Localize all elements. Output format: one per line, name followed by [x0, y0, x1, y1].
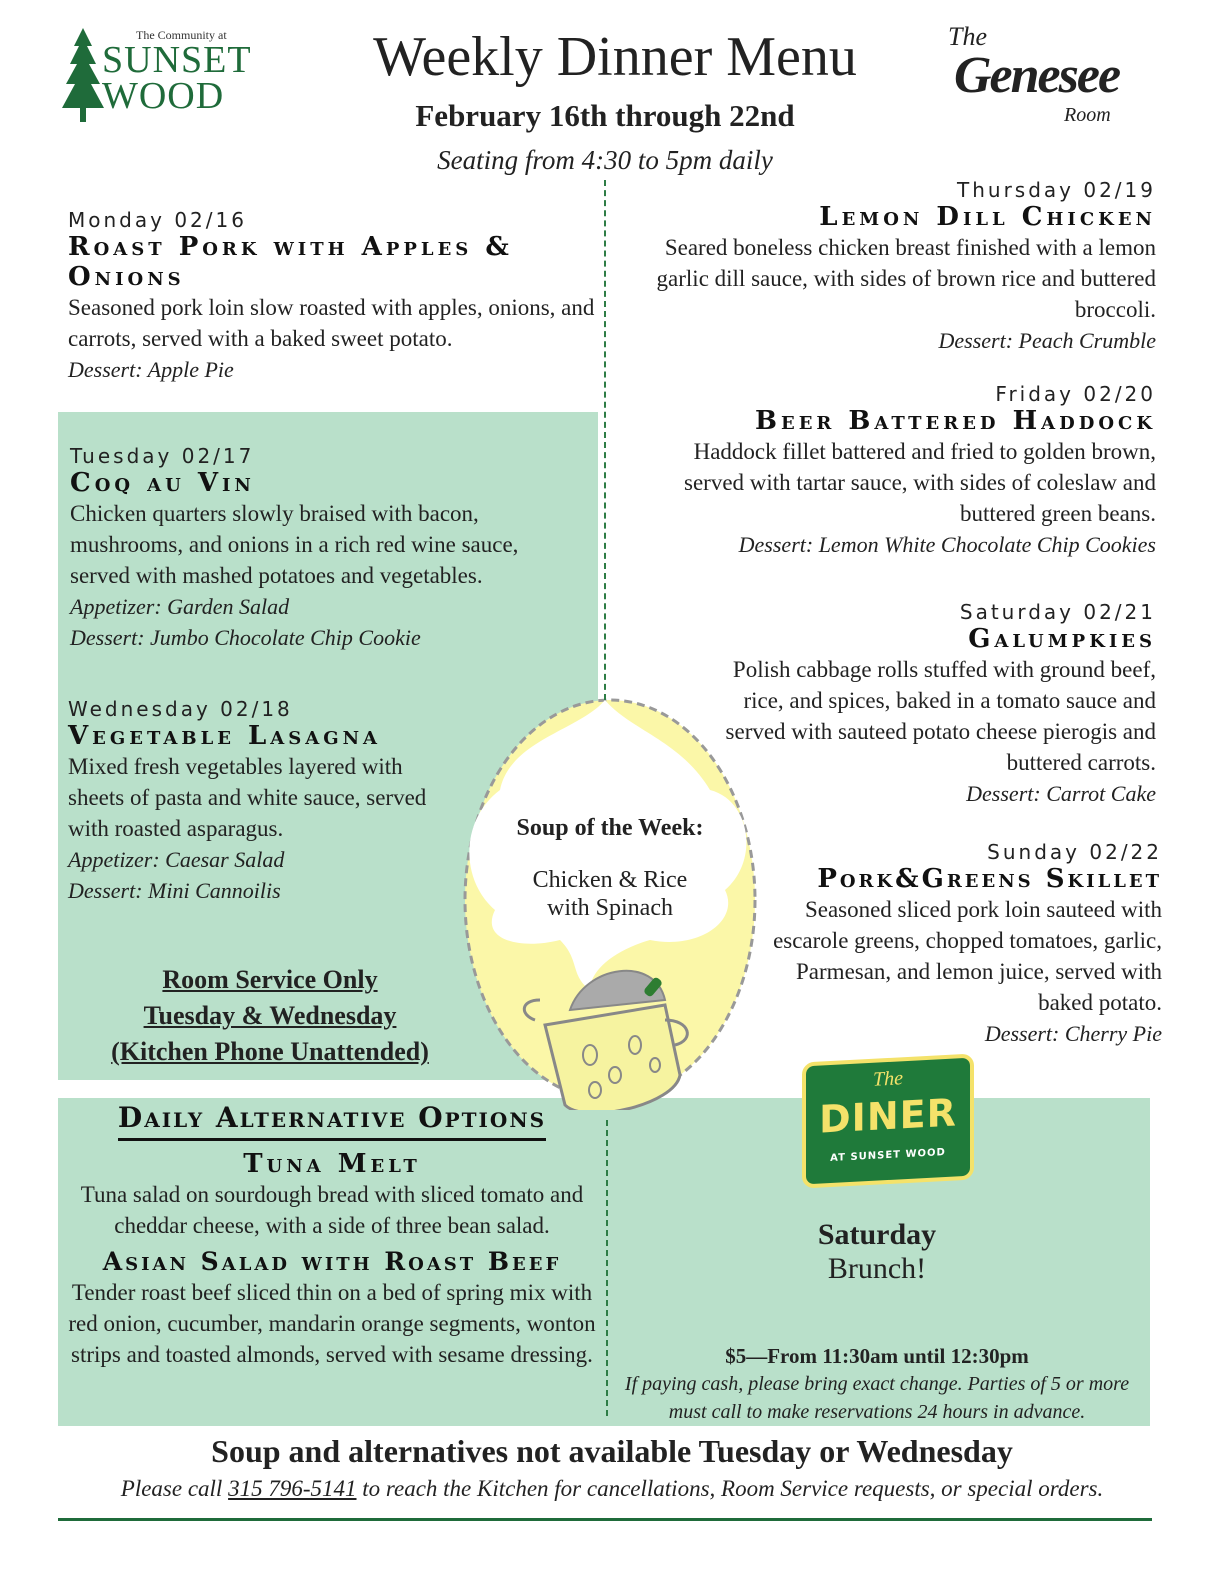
sunset-wood-logo [58, 26, 268, 126]
brunch-section [610, 1218, 1144, 1426]
dish-description: Seasoned sliced pork loin sauteed with escarole greens, chopped tomatoes, garlic, Parmesan, and lemon juice, served with baked potato. [773, 897, 1162, 1015]
brunch-event: Brunch! [827, 1252, 927, 1285]
dessert: Dessert: Lemon White Chocolate Chip Cookies [738, 532, 1156, 557]
dish-name: Coq au Vin [70, 468, 255, 498]
call-pre: Please call [120, 1476, 223, 1501]
footer-rule [58, 1518, 1152, 1521]
pine-tree-icon [60, 26, 106, 126]
alt-divider [606, 1120, 608, 1416]
brunch-note: If paying cash, please bring exact change. Parties of 5 or more must call to make reservations 24 hours in advance. [624, 1373, 1130, 1423]
dessert: Dessert: Mini Cannoilis [68, 878, 281, 903]
room-service-line1: Room Service Only [162, 965, 378, 994]
logo-wood: WOOD [102, 75, 225, 117]
footer-notice: Soup and alternatives not available Tuesday or Wednesday [211, 1433, 1013, 1469]
menu-wednesday [68, 697, 458, 906]
appetizer: Appetizer: Garden Salad [70, 594, 290, 619]
dessert: Dessert: Cherry Pie [984, 1021, 1162, 1046]
dish-name: Roast Pork with Apples & Onions [68, 232, 513, 292]
dish-description: Chicken quarters slowly braised with bacon, mushrooms, and onions in a rich red wine sauce, served with mashed potatoes and vegetables. [70, 501, 519, 588]
dessert: Dessert: Carrot Cake [966, 781, 1156, 806]
dish-description: Seared boneless chicken breast finished with a lemon garlic dill sauce, with sides of brown rice and buttered broccoli. [656, 235, 1156, 322]
menu-monday [68, 208, 598, 385]
soup-of-week [490, 812, 730, 922]
footer-call [40, 1474, 1184, 1504]
genesee-name: Genesee [954, 47, 1120, 104]
day-label: Monday 02/16 [68, 208, 247, 232]
diner-sub: AT SUNSET WOOD [830, 1146, 946, 1165]
day-label: Friday 02/20 [995, 382, 1156, 406]
dish-description: Polish cabbage rolls stuffed with ground beef, rice, and spices, baked in a tomato sauce and served with sauteed potato cheese pierogis and buttered carrots. [725, 657, 1156, 775]
dessert: Dessert: Apple Pie [68, 357, 234, 382]
logo-sunset: SUNSET [102, 39, 252, 81]
day-label: Tuesday 02/17 [70, 444, 255, 468]
day-label: Thursday 02/19 [957, 178, 1156, 202]
genesee-logo [940, 22, 1140, 132]
alternatives-section [62, 1100, 602, 1370]
dessert: Dessert: Jumbo Chocolate Chip Cookie [70, 625, 421, 650]
soup-line1: Chicken & Rice [532, 867, 688, 893]
diner-name: DINER [819, 1090, 957, 1142]
dish-description: Haddock fillet battered and fried to golden brown, served with tartar sauce, with sides of coleslaw and buttered green beans. [684, 439, 1156, 526]
room-service-notice [60, 962, 480, 1070]
menu-thursday [650, 178, 1156, 356]
call-post: to reach the Kitchen for cancellations, Room Service requests, or special orders. [362, 1476, 1104, 1501]
day-label: Saturday 02/21 [959, 600, 1156, 624]
dish-description: Seasoned pork loin slow roasted with apples, onions, and carrots, served with a baked sweet potato. [68, 295, 595, 351]
diner-logo [802, 1053, 974, 1188]
dessert: Dessert: Peach Crumble [938, 328, 1156, 353]
date-range: February 16th through 22nd [415, 98, 795, 133]
diner-the: The [873, 1067, 903, 1091]
center-divider [604, 180, 606, 700]
genesee-the: The [948, 22, 987, 51]
logo-small: The Community at [136, 28, 227, 42]
alternatives-heading: Daily Alternative Options [118, 1100, 546, 1141]
dish-description: Mixed fresh vegetables layered with sheets of pasta and white sauce, served with roasted asparagus. [68, 754, 427, 841]
brunch-day: Saturday [817, 1218, 937, 1251]
room-service-line2: Tuesday & Wednesday [143, 1001, 397, 1030]
alt-item1-desc: Tuna salad on sourdough bread with sliced tomato and cheddar cheese, with a side of three bean salad. [80, 1182, 584, 1238]
menu-friday [650, 382, 1156, 560]
day-label: Wednesday 02/18 [68, 697, 293, 721]
alt-item2-desc: Tender roast beef sliced thin on a bed of spring mix with red onion, cucumber, mandarin orange segments, wonton strips and toasted almonds, served with sesame dressing. [68, 1280, 596, 1367]
dish-name: Lemon Dill Chicken [819, 202, 1156, 232]
soup-label: Soup of the Week: [516, 815, 704, 841]
genesee-room: Room [1064, 104, 1111, 126]
day-label: Sunday 02/22 [987, 840, 1162, 864]
room-service-line3: (Kitchen Phone Unattended) [111, 1037, 429, 1066]
alt-item1-name: Tuna Melt [243, 1149, 421, 1179]
phone-number[interactable]: 315 796-5141 [228, 1476, 357, 1501]
brunch-price: $5—From 11:30am until 12:30pm [725, 1344, 1029, 1368]
seating-hours: Seating from 4:30 to 5pm daily [437, 145, 773, 175]
page-title: Weekly Dinner Menu [373, 26, 857, 88]
dish-name: Pork&Greens Skillet [817, 864, 1162, 894]
alt-item2-name: Asian Salad with Roast Beef [102, 1247, 562, 1276]
menu-saturday [700, 600, 1156, 809]
dish-name: Galumpkies [968, 624, 1156, 654]
menu-tuesday [70, 444, 560, 653]
dish-name: Vegetable Lasagna [68, 721, 382, 751]
dish-name: Beer Battered Haddock [755, 406, 1156, 436]
menu-sunday [760, 840, 1162, 1049]
soup-line2: with Spinach [547, 895, 673, 921]
appetizer: Appetizer: Caesar Salad [68, 847, 285, 872]
